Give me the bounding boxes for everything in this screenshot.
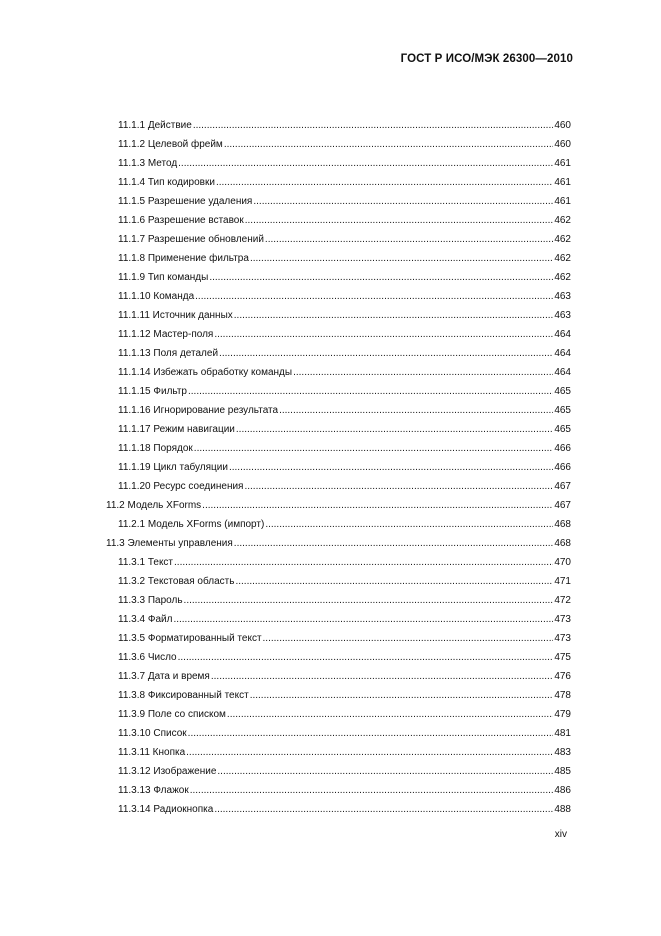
toc-entry	[0, 268, 661, 287]
toc-leader-dots	[227, 705, 553, 724]
toc-entry-page: 461	[554, 177, 571, 188]
toc-entry	[0, 724, 661, 743]
toc-entry	[0, 686, 661, 705]
toc-entry-title: 11.1.12 Мастер-поля	[118, 329, 214, 340]
toc-entry	[0, 629, 661, 648]
toc-entry-page: 464	[554, 367, 571, 378]
toc-entry-page: 481	[554, 728, 571, 739]
toc-leader-dots	[235, 572, 553, 591]
toc-leader-dots	[236, 420, 553, 439]
toc-leader-dots	[186, 743, 553, 762]
toc-entry-title: 11.2.1 Модель XForms (импорт)	[118, 519, 265, 530]
toc-entry-page: 465	[554, 386, 571, 397]
toc-entry-page: 467	[554, 481, 571, 492]
toc-entry-title: 11.1.1 Действие	[118, 120, 192, 131]
toc-leader-dots	[234, 534, 554, 553]
toc-entry-page: 473	[554, 633, 571, 644]
toc-entry	[0, 496, 661, 515]
toc-entry-title: 11.1.4 Тип кодировки	[118, 177, 215, 188]
toc-entry	[0, 591, 661, 610]
toc-leader-dots	[250, 686, 554, 705]
toc-entry-page: 460	[554, 139, 571, 150]
toc-entry	[0, 116, 661, 135]
toc-entry-title: 11.1.16 Игнорирование результата	[118, 405, 279, 416]
toc-entry-title: 11.1.3 Метод	[118, 158, 178, 169]
toc-leader-dots	[293, 363, 553, 382]
toc-entry-page: 473	[554, 614, 571, 625]
toc-entry-title: 11.3.2 Текстовая область	[118, 576, 235, 587]
toc-entry-title: 11.1.19 Цикл табуляции	[118, 462, 228, 473]
toc-entry-title: 11.3.8 Фиксированный текст	[118, 690, 249, 701]
toc-entry	[0, 230, 661, 249]
toc-entry	[0, 534, 661, 553]
toc-leader-dots	[265, 230, 553, 249]
toc-entry-title: 11.3.12 Изображение	[118, 766, 217, 777]
document-header: ГОСТ Р ИСО/МЭК 26300—2010	[400, 53, 573, 65]
toc-entry-title: 11.1.18 Порядок	[118, 443, 193, 454]
toc-entry-page: 467	[554, 500, 571, 511]
toc-entry	[0, 135, 661, 154]
toc-leader-dots	[193, 116, 554, 135]
toc-entry	[0, 382, 661, 401]
toc-entry	[0, 610, 661, 629]
toc-entry-title: 11.1.15 Фильтр	[118, 386, 187, 397]
toc-entry	[0, 306, 661, 325]
toc-leader-dots	[265, 515, 553, 534]
toc-leader-dots	[263, 629, 554, 648]
table-of-contents	[0, 116, 661, 819]
toc-entry	[0, 154, 661, 173]
toc-entry-page: 479	[554, 709, 571, 720]
toc-entry-title: 11.1.20 Ресурс соединения	[118, 481, 244, 492]
toc-entry-page: 463	[554, 291, 571, 302]
toc-leader-dots	[253, 192, 553, 211]
toc-entry	[0, 173, 661, 192]
toc-entry	[0, 781, 661, 800]
toc-entry-title: 11.3.6 Число	[118, 652, 177, 663]
toc-entry	[0, 800, 661, 819]
toc-entry-page: 488	[554, 804, 571, 815]
toc-entry-title: 11.1.13 Поля деталей	[118, 348, 219, 359]
toc-leader-dots	[214, 325, 553, 344]
toc-leader-dots	[202, 496, 553, 515]
toc-entry-title: 11.3.14 Радиокнопка	[118, 804, 214, 815]
toc-entry-title: 11.3.3 Пароль	[118, 595, 183, 606]
toc-leader-dots	[188, 382, 553, 401]
toc-leader-dots	[245, 211, 554, 230]
toc-leader-dots	[209, 268, 553, 287]
toc-leader-dots	[190, 781, 554, 800]
toc-leader-dots	[188, 724, 554, 743]
toc-entry-title: 11.3.10 Список	[118, 728, 187, 739]
toc-leader-dots	[184, 591, 554, 610]
toc-entry-title: 11.1.7 Разрешение обновлений	[118, 234, 264, 245]
toc-entry-page: 483	[554, 747, 571, 758]
toc-entry	[0, 553, 661, 572]
toc-entry	[0, 743, 661, 762]
toc-entry-page: 465	[554, 424, 571, 435]
toc-entry-page: 478	[554, 690, 571, 701]
toc-entry	[0, 325, 661, 344]
toc-entry	[0, 401, 661, 420]
toc-leader-dots	[211, 667, 553, 686]
toc-entry-page: 463	[554, 310, 571, 321]
toc-entry-page: 468	[554, 538, 571, 549]
toc-entry-page: 486	[554, 785, 571, 796]
toc-entry	[0, 287, 661, 306]
toc-entry-page: 462	[554, 215, 571, 226]
toc-entry-page: 464	[554, 348, 571, 359]
toc-entry-page: 462	[554, 234, 571, 245]
toc-entry	[0, 420, 661, 439]
toc-entry-title: 11.1.14 Избежать обработку команды	[118, 367, 293, 378]
page-number: xiv	[554, 829, 567, 840]
toc-entry-page: 465	[554, 405, 571, 416]
toc-leader-dots	[224, 135, 554, 154]
toc-entry-page: 466	[554, 443, 571, 454]
toc-entry-page: 468	[554, 519, 571, 530]
toc-leader-dots	[244, 477, 553, 496]
toc-leader-dots	[219, 344, 553, 363]
toc-entry	[0, 572, 661, 591]
toc-leader-dots	[173, 610, 553, 629]
toc-entry-title: 11.3.5 Форматированный текст	[118, 633, 262, 644]
toc-leader-dots	[250, 249, 553, 268]
toc-leader-dots	[216, 173, 553, 192]
toc-entry-title: 11.1.2 Целевой фрейм	[118, 139, 223, 150]
toc-entry-title: 11.3.1 Текст	[118, 557, 174, 568]
toc-entry	[0, 515, 661, 534]
toc-entry-page: 470	[554, 557, 571, 568]
toc-entry-page: 461	[554, 158, 571, 169]
toc-entry-page: 466	[554, 462, 571, 473]
toc-entry-title: 11.3 Элементы управления	[106, 538, 233, 549]
toc-entry-title: 11.2 Модель XForms	[106, 500, 202, 511]
toc-entry-title: 11.3.9 Поле со списком	[118, 709, 226, 720]
toc-entry-title: 11.1.11 Источник данных	[118, 310, 233, 321]
toc-entry-page: 462	[554, 253, 571, 264]
toc-entry-title: 11.3.7 Дата и время	[118, 671, 210, 682]
toc-leader-dots	[214, 800, 553, 819]
toc-entry	[0, 667, 661, 686]
toc-leader-dots	[194, 439, 554, 458]
toc-entry	[0, 192, 661, 211]
toc-entry-title: 11.1.10 Команда	[118, 291, 195, 302]
toc-entry-page: 461	[554, 196, 571, 207]
toc-entry-title: 11.3.4 Файл	[118, 614, 173, 625]
toc-leader-dots	[178, 648, 554, 667]
toc-entry-page: 472	[554, 595, 571, 606]
toc-entry-page: 462	[554, 272, 571, 283]
toc-entry-page: 471	[554, 576, 571, 587]
toc-entry-title: 11.1.17 Режим навигации	[118, 424, 235, 435]
toc-entry	[0, 705, 661, 724]
toc-entry-page: 460	[554, 120, 571, 131]
toc-entry-page: 485	[554, 766, 571, 777]
toc-leader-dots	[174, 553, 553, 572]
toc-leader-dots	[279, 401, 553, 420]
toc-entry	[0, 439, 661, 458]
toc-leader-dots	[229, 458, 553, 477]
toc-entry	[0, 249, 661, 268]
toc-leader-dots	[178, 154, 553, 173]
toc-entry	[0, 477, 661, 496]
toc-entry	[0, 458, 661, 477]
toc-entry	[0, 762, 661, 781]
toc-leader-dots	[217, 762, 553, 781]
toc-entry-title: 11.3.13 Флажок	[118, 785, 189, 796]
toc-entry-page: 464	[554, 329, 571, 340]
toc-entry-title: 11.1.8 Применение фильтра	[118, 253, 249, 264]
toc-entry	[0, 363, 661, 382]
toc-entry-title: 11.3.11 Кнопка	[118, 747, 186, 758]
toc-entry	[0, 648, 661, 667]
toc-entry-title: 11.1.6 Разрешение вставок	[118, 215, 244, 226]
toc-entry-title: 11.1.9 Тип команды	[118, 272, 209, 283]
toc-entry	[0, 344, 661, 363]
toc-leader-dots	[234, 306, 554, 325]
toc-leader-dots	[195, 287, 553, 306]
toc-entry	[0, 211, 661, 230]
toc-entry-page: 476	[554, 671, 571, 682]
toc-entry-title: 11.1.5 Разрешение удаления	[118, 196, 253, 207]
toc-entry-page: 475	[554, 652, 571, 663]
